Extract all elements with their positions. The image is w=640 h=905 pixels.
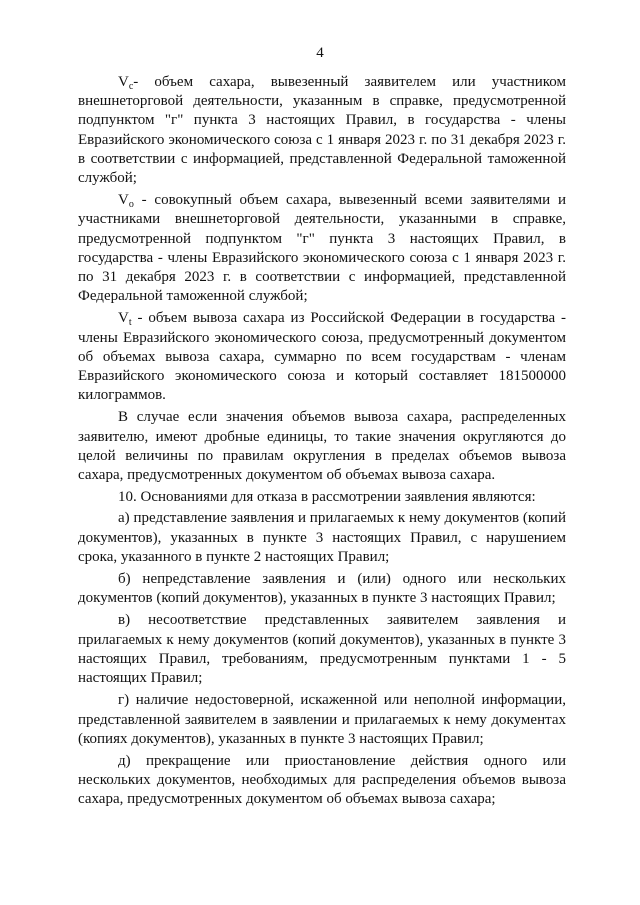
document-body: [78, 73, 566, 813]
definition-vo: [78, 191, 566, 306]
vc-subscript: c: [128, 81, 134, 92]
refusal-item-g: г) наличие недостоверной, искаженной или неполной информации, представленной заявителем в заявлении и прилагаемых к нему документах (копиях документов), указанных в пункте 3 настоящих Правил;: [78, 692, 566, 747]
refusal-item-a: а) представление заявления и прилагаемых к нему документов (копий документов), указанных в пункте 3 настоящих Правил, с нарушением срока, указанного в пункте 2 настоящих Правил;: [78, 510, 566, 565]
page-number: 4: [316, 45, 324, 61]
refusal-item-v: в) несоответствие представленных заявителем заявления и прилагаемых к нему документов (копий документов), указанных в пункте 3 настоящих Правил, требованиям, предусмотренным пунктами 1 - 5 настоящих Правил;: [78, 612, 566, 687]
refusal-item-d: д) прекращение или приостановление действия одного или нескольких документов, необходимых для распределения объемов вывоза сахара, предусмотренных документом об объемах вывоза сахара;: [78, 752, 566, 808]
definition-vc: [78, 73, 566, 188]
refusal-grounds-heading: 10. Основаниями для отказа в рассмотрении заявления являются:: [118, 489, 536, 506]
definition-vt: [78, 309, 566, 405]
rounding-paragraph: В случае если значения объемов вывоза сахара, распределенных заявителю, имеют дробные единицы, то такие значения округляются до целой величины по правилам округления в пределах объемов вывоза сахара, предусмотренных документом об объемах вывоза сахара.: [78, 409, 566, 484]
refusal-item-b: б) непредставление заявления и (или) одного или нескольких документов (копий документов), указанных в пункте 3 настоящих Правил;: [78, 571, 566, 607]
vt-symbol: V: [118, 310, 129, 327]
vt-text: - объем вывоза сахара из Российской Федерации в государства - члены Евразийского экономического союза, предусмотренный документом об объемах вывоза сахара, суммарно по всем государствам - членам Евразийского экономического союза и который составляет 181500000 килограммов.: [78, 310, 566, 404]
vo-symbol: V: [118, 192, 129, 209]
vc-text: - объем сахара, вывезенный заявителем или участником внешнеторговой деятельности, указанным в справке, предусмотренной подпунктом "г" пункта 3 настоящих Правил, в государства - члены Евразийского экономического союза с 1 января 2023 г. по 31 декабря 2023 г. в соответствии с информацией, представленной Федеральной таможенной службой;: [78, 74, 566, 187]
vo-subscript: o: [128, 199, 134, 211]
vc-symbol: V: [118, 74, 129, 90]
vt-subscript: t: [128, 317, 132, 329]
vo-text: - совокупный объем сахара, вывезенный всеми заявителями и участниками внешнеторговой деятельности, указанными в справке, предусмотренной подпунктом "г" пункта 3 настоящих Правил, в государства - члены Евразийского экономического союза с 1 января 2023 г. по 31 декабря 2023 г. в соответствии с информацией, представленной Федеральной таможенной службой;: [78, 192, 566, 305]
